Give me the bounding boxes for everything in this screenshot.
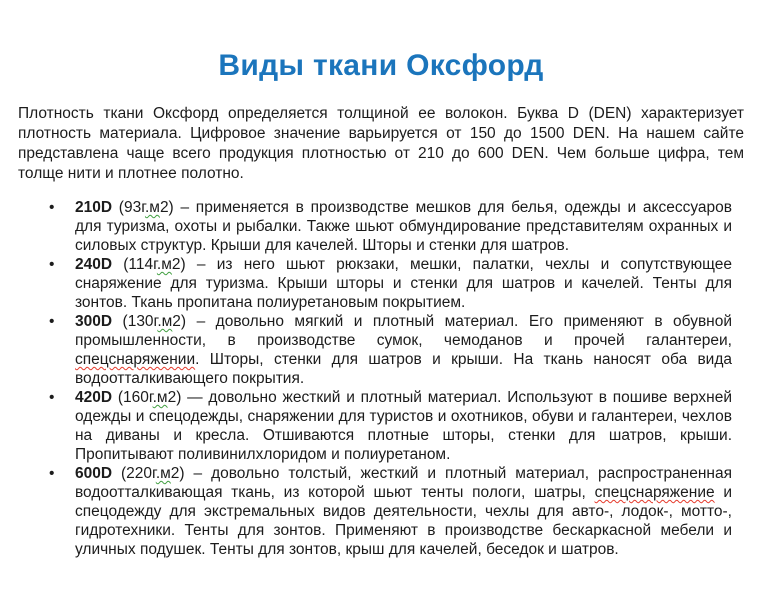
list-item-240d	[47, 255, 732, 312]
weight-text: (93г	[112, 199, 145, 216]
weight-text: (130г	[112, 313, 158, 330]
item-text: – из него шьют рюкзаки, мешки, палатки, чехлы и сопутствующее снаряжение для туризма. Крыши шторы и стенки для шатров и качелей. Тенты для зонтов. Ткань пропитана полиуретановым покрытием.	[75, 256, 732, 311]
weight-text: 2)	[172, 313, 197, 330]
weight-text: (160г	[112, 389, 153, 406]
density-label: 600D	[75, 465, 113, 482]
weight-text: 2)	[159, 199, 181, 216]
item-text-after: и спецодежду для экстремальных видов деятельности, чехлы для авто-, лодок-, мотто-, гидротехники. Тенты для зонтов. Применяют в производстве бескаркасной мебели и уличных подушек. Тенты для зонтов, крыш для качелей, беседок и шатров.	[75, 484, 732, 558]
weight-text: 2)	[171, 256, 197, 273]
grammar-marked-text: .м	[157, 313, 173, 330]
weight-text: (220г	[112, 465, 156, 482]
item-text: — довольно жесткий и плотный материал. Используют в пошиве верхней одежды и спецодежды, снаряжении для туристов и охотников, обуви и галантереи, чехлов на диваны и кресла. Отшиваются плотные шторы, стенки для шатров, крыши. Пропитывают поливинилхлоридом и полиуретаном.	[75, 389, 733, 463]
weight-text: 2)	[167, 389, 188, 406]
list-item-600d	[47, 464, 732, 559]
item-text: – применяется в производстве мешков для белья, одежды и аксессуаров для туризма, охоты и рыбалки. Также шьют обмундирование представителям охранных и силовых структур. Крыши для качелей. Шторы и стенки для шатров.	[75, 199, 732, 254]
density-label: 420D	[75, 389, 113, 406]
grammar-marked-text: .м	[155, 465, 171, 482]
item-text: – довольно мягкий и плотный материал. Его применяют в обувной промышленности, в производстве сумок, чемоданов и прочей галантереи,	[75, 313, 733, 349]
density-label: 300D	[75, 313, 113, 330]
grammar-marked-text: .м	[156, 256, 172, 273]
item-text: – довольно толстый, жесткий и плотный материал, распространенная водоотталкивающая ткань, из которой шьют тенты пологи, шатры,	[75, 465, 732, 501]
density-label: 240D	[75, 256, 113, 273]
list-item-210d	[47, 198, 732, 255]
density-label: 210D	[75, 199, 113, 216]
weight-text: (114г	[112, 256, 157, 273]
list-item-420d	[47, 388, 732, 464]
intro-paragraph: Плотность ткани Оксфорд определяется толщиной ее волокон. Буква D (DEN) характеризует плотность материала. Цифровое значение варьируется от 150 до 1500 DEN. На нашем сайте представлена чаще всего продукция плотностью от 210 до 600 DEN. Чем больше цифра, тем толще нити и плотнее полотно.	[18, 105, 744, 182]
grammar-marked-text: .м	[144, 199, 160, 216]
spell-marked-text: спецснаряжение	[594, 484, 715, 501]
weight-text: 2)	[170, 465, 194, 482]
item-text-after: . Шторы, стенки для шатров и крыши. На ткань наносят оба вида водоотталкивающего покрытия.	[75, 351, 732, 387]
spell-marked-text: спецснаряжении	[75, 351, 196, 368]
page-title: Виды ткани Оксфорд	[218, 49, 544, 82]
fabric-types-list	[18, 198, 744, 559]
grammar-marked-text: .м	[152, 389, 168, 406]
list-item-300d	[47, 312, 732, 388]
